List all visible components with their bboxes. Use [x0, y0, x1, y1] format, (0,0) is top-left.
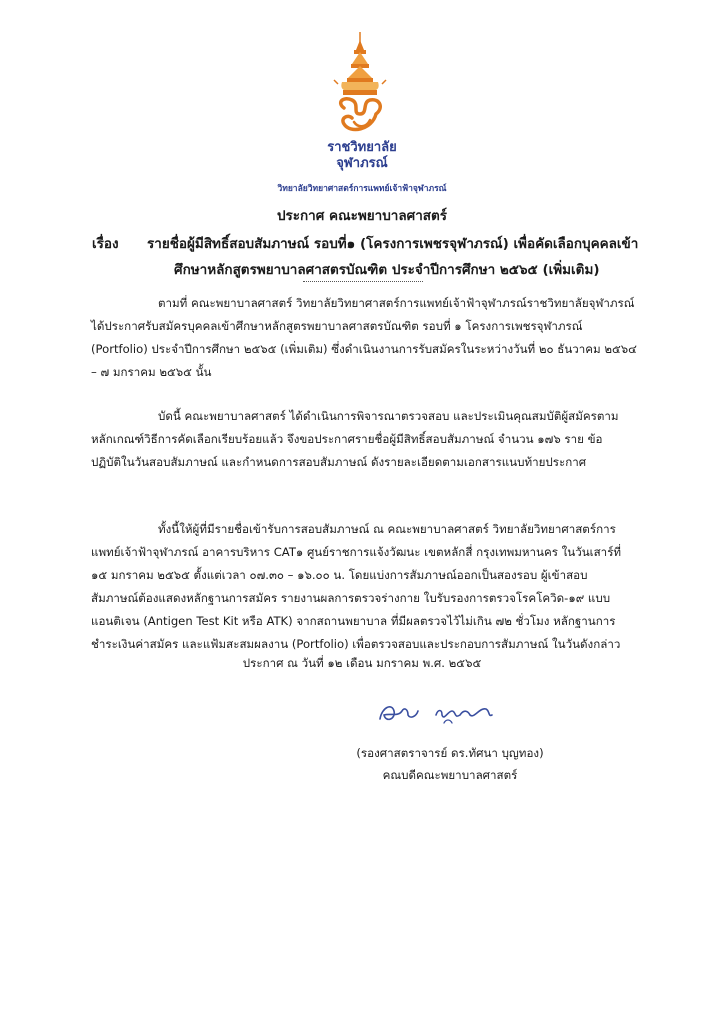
paragraph-line: (Portfolio) ประจำปีการศึกษา ๒๕๖๕ (เพิ่มเติม) ซึ่งดำเนินงานการรับสมัครในระหว่างวันที่ ๒๐ ธันวาคม ๒๕๖๔: [91, 342, 637, 356]
handwritten-signature: [372, 697, 502, 729]
paragraph-line: สัมภาษณ์ต้องแสดงหลักฐานการสมัคร รายงานผลการตรวจร่างกาย ใบรับรองการตรวจโรคโควิด-๑๙ แบบ: [91, 591, 611, 605]
university-name-line1: ราชวิทยาลัย: [327, 140, 397, 155]
subject-label: เรื่อง: [92, 236, 119, 252]
university-crown-logo-icon: [330, 30, 390, 138]
faculty-line: วิทยาลัยวิทยาศาสตร์การแพทย์เจ้าฟ้าจุฬาภรณ์: [277, 184, 447, 194]
paragraph-line: แอนติเจน (Antigen Test Kit หรือ ATK) จากสถานพยาบาล ที่มีผลตรวจไว้ไม่เกิน ๗๒ ชั่วโมง หลักฐานการ: [91, 614, 616, 628]
paragraph-1: [91, 292, 650, 384]
paragraph-line: ปฏิบัติในวันสอบสัมภาษณ์ และกำหนดการสอบสัมภาษณ์ ดังรายละเอียดตามเอกสารแนบท้ายประกาศ: [91, 455, 587, 469]
paragraph-line: ๑๕ มกราคม ๒๕๖๕ ตั้งแต่เวลา ๐๗.๓๐ – ๑๖.๐๐ น. โดยแบ่งการสัมภาษณ์ออกเป็นสองรอบ ผู้เข้าสอบ: [91, 568, 588, 582]
university-name-line2: จุฬาภรณ์: [336, 156, 388, 171]
dotted-divider: [303, 280, 423, 282]
paragraph-line: – ๗ มกราคม ๒๕๖๕ นั้น: [91, 365, 212, 379]
paragraph-line: ชำระเงินค่าสมัคร และแฟ้มสะสมผลงาน (Portfolio) เพื่อตรวจสอบและประกอบการสัมภาษณ์ ในวันดังกล่าว: [91, 637, 621, 651]
paragraph-line: บัดนี้ คณะพยาบาลศาสตร์ ได้ดำเนินการพิจารณาตรวจสอบ และประเมินคุณสมบัติผู้สมัครตาม: [158, 409, 619, 423]
document-title: ประกาศ คณะพยาบาลศาสตร์: [276, 208, 448, 224]
subject-line-2: ศึกษาหลักสูตรพยาบาลศาสตรบัณฑิต ประจำปีการศึกษา ๒๕๖๕ (เพิ่มเติม): [174, 262, 600, 278]
university-name: [300, 140, 424, 172]
paragraph-line: ทั้งนี้ให้ผู้ที่มีรายชื่อเข้ารับการสอบสัมภาษณ์ ณ คณะพยาบาลศาสตร์ วิทยาลัยวิทยาศาสตร์การ: [158, 522, 616, 536]
paragraph-line: ได้ประกาศรับสมัครบุคคลเข้าศึกษาหลักสูตรพยาบาลศาสตรบัณฑิต รอบที่ ๑ โครงการเพชรจุฬาภรณ์: [91, 319, 583, 333]
paragraph-2: [91, 405, 650, 474]
signer-name: (รองศาสตราจารย์ ดร.ทัศนา บุญทอง): [356, 746, 544, 760]
paragraph-line: ตามที่ คณะพยาบาลศาสตร์ วิทยาลัยวิทยาศาสตร์การแพทย์เจ้าฟ้าจุฬาภรณ์ราชวิทยาลัยจุฬาภรณ์: [158, 296, 635, 310]
announcement-date: ประกาศ ณ วันที่ ๑๒ เดือน มกราคม พ.ศ. ๒๕๖๕: [242, 656, 482, 670]
paragraph-line: หลักเกณฑ์วิธีการคัดเลือกเรียบร้อยแล้ว จึงขอประกาศรายชื่อผู้มีสิทธิ์สอบสัมภาษณ์ จำนวน ๑๗๖ ราย ข้อ: [91, 432, 603, 446]
paragraph-line: แพทย์เจ้าฟ้าจุฬาภรณ์ อาคารบริหาร CAT๑ ศูนย์ราชการแจ้งวัฒนะ เขตหลักสี่ กรุงเทพมหานคร ในวันเสาร์ที่: [91, 545, 622, 559]
signer-position: คณบดีคณะพยาบาลศาสตร์: [382, 768, 518, 782]
subject-line-1: รายชื่อผู้มีสิทธิ์สอบสัมภาษณ์ รอบที่๑ (โครงการเพชรจุฬาภรณ์) เพื่อคัดเลือกบุคคลเข้า: [147, 236, 639, 252]
paragraph-3: [91, 518, 650, 656]
